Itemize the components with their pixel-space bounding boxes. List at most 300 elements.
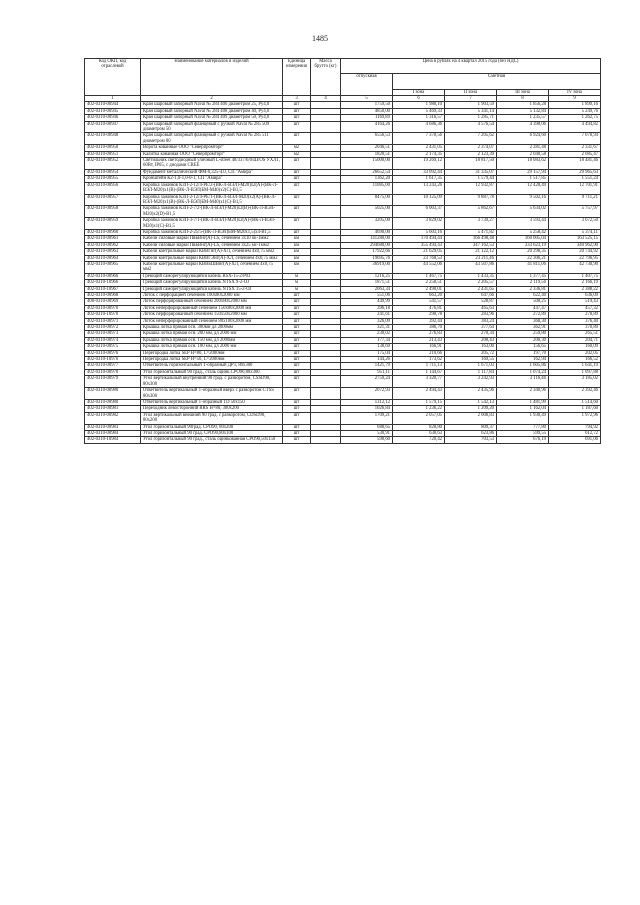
item-unit: км	[283, 261, 311, 273]
item-name: Крышка лотка прямая осн. 100 мм, дл 2000 мм	[141, 344, 283, 350]
zone-1-price: 2 174,35	[393, 151, 445, 157]
zone-3-price: 1 930,49	[497, 412, 549, 424]
item-unit: шт	[283, 133, 311, 145]
item-name: Перегородка лотка SEP Н=80, L=2000мм	[141, 350, 283, 356]
zone-1-price: 476,81	[393, 305, 445, 311]
item-name: Угол вертикальный внутренний 90 град. с разворотом, CSSD90, 80х300	[141, 376, 283, 388]
item-code: 402-0310-00979	[85, 376, 141, 388]
item-code: 402-0310-10984	[85, 437, 141, 443]
header-unit: Единица измерения	[283, 59, 311, 96]
zone-4-price: 202,05	[549, 350, 601, 356]
item-name: Фундамент металлический ФМ-0,325-4.0, СП "Амира"	[141, 169, 283, 175]
item-code: 402-0310-00958	[85, 206, 141, 218]
zone-2-price: 1 671,03	[445, 363, 497, 369]
zone-2-price: 12 932,87	[445, 182, 497, 194]
zone-1-price: 720,42	[393, 437, 445, 443]
release-price: 1026,84	[341, 406, 393, 412]
zone-3-price: 2 119,56	[497, 280, 549, 286]
zone-1-price: 170 494,44	[393, 236, 445, 242]
zone-1-price: 5 469,33	[393, 108, 445, 114]
zone-4-price: 265,51	[549, 331, 601, 337]
column-number: 9	[549, 96, 601, 102]
item-code: 402-0310-00946	[85, 115, 141, 121]
release-price: 449,99	[341, 299, 393, 305]
zone-1-price: 386,70	[393, 325, 445, 331]
item-code: 402-0310-00981	[85, 406, 141, 412]
item-name: Греющий саморегулирующийся кабель NTSX 9-2-OJ	[141, 280, 283, 286]
item-unit: шт	[283, 318, 311, 324]
zone-1-price: 638,63	[393, 430, 445, 436]
zone-4-price: 20 744,92	[549, 249, 601, 255]
zone-3-price: 20 298,35	[497, 249, 549, 255]
item-name: Ответвитель горизонтальный Т-образный ДРТ, 80х300	[141, 363, 283, 369]
zone-2-price: 4 576,54	[445, 121, 497, 133]
item-code: 402-0310-10966	[85, 280, 141, 286]
zone-2-price: 208,43	[445, 337, 497, 343]
zone-2-price: 9 887,78	[445, 194, 497, 206]
item-code: 402-0310-00960	[85, 229, 141, 235]
release-price: 144,26	[341, 357, 393, 363]
item-unit: км	[283, 236, 311, 242]
zone-3-price: 162,94	[497, 357, 549, 363]
zone-2-price: 21 122,12	[445, 249, 497, 255]
zone-2-price: 1 433,35	[445, 273, 497, 279]
zone-1-price: 392,44	[393, 318, 445, 324]
zone-1-price: 276,83	[393, 331, 445, 337]
price-table	[84, 58, 601, 444]
item-name: Ответвитель вертикальный Т-образный вверх с разворотом CTSS 80х300	[141, 388, 283, 400]
item-unit: шт	[283, 363, 311, 369]
zone-4-price: 2 166,19	[549, 280, 601, 286]
item-name: Кронштейн К2-1,0-1,0-0-1, СП "Амира"	[141, 176, 283, 182]
column-number: 8	[497, 96, 549, 102]
item-unit: шт	[283, 115, 311, 121]
item-name: Угол горизонтальный 90град. CPO90, 80х200	[141, 424, 283, 430]
item-name: Лоток перфорированный сечением 200х80х2000 мм	[141, 299, 283, 305]
zone-3-price: 447,47	[497, 305, 549, 311]
zone-3-price: 160 005,04	[497, 236, 549, 242]
zone-3-price: 41 811,06	[497, 261, 549, 273]
item-code: 402-0310-00984	[85, 430, 141, 436]
release-price: 26652,54	[341, 169, 393, 175]
zone-2-price: 2 123,39	[445, 151, 497, 157]
release-price: 530,91	[341, 430, 393, 436]
item-name: Крышка лотка прямая осн. 150 мм, дл 2000мм	[141, 337, 283, 343]
item-mass	[311, 121, 341, 133]
zone-1-price: 7 378,56	[393, 133, 445, 145]
release-price: 230,02	[341, 331, 393, 337]
zone-2-price: 1 542,13	[445, 399, 497, 405]
item-unit: шт	[283, 412, 311, 424]
release-price: 396,18	[341, 305, 393, 311]
item-name: Переходник левосторонний RRS Н=80, 300х200	[141, 406, 283, 412]
zone-2-price: 2 374,07	[445, 145, 497, 151]
release-price: 326,09	[341, 318, 393, 324]
release-price: 598,60	[341, 437, 393, 443]
zone-3-price: 5 258,42	[497, 229, 549, 235]
release-price: 551,06	[341, 293, 393, 299]
release-price: 5025,00	[341, 206, 393, 218]
zone-2-price: 647,66	[445, 293, 497, 299]
zone-3-price: 156,65	[497, 344, 549, 350]
item-code: 402-0310-00971	[85, 318, 141, 324]
zone-2-price: 166 498,48	[445, 236, 497, 242]
item-code: 400-0310-00969	[85, 299, 141, 305]
zone-1-price: 2 494,43	[393, 388, 445, 400]
item-unit: шт	[283, 312, 311, 318]
zone-3-price: 2 040,58	[497, 151, 549, 157]
zone-1-price: 541,57	[393, 299, 445, 305]
item-unit: шт	[283, 299, 311, 305]
release-price: 2072,93	[341, 388, 393, 400]
zone-4-price: 5 757,97	[549, 206, 601, 218]
zone-1-price: 213,43	[393, 337, 445, 343]
item-mass	[311, 437, 341, 443]
zone-2-price: 383,24	[445, 318, 497, 324]
item-unit: шт	[283, 169, 311, 175]
item-code: 402-0310-00948	[85, 133, 141, 145]
zone-1-price: 355 494,43	[393, 242, 445, 248]
item-name: Лоток перфорированный сечением 150х50х2000 мм	[141, 312, 283, 318]
zone-1-price: 3 320,77	[393, 376, 445, 388]
item-code: 402-0310-00964	[85, 255, 141, 261]
zone-4-price: 376,40	[549, 318, 601, 324]
zone-1-price: 1 144,67	[393, 369, 445, 375]
release-price: 17922,66	[341, 249, 393, 255]
zone-2-price: 377,64	[445, 325, 497, 331]
zone-1-price: 2 057,05	[393, 412, 445, 424]
item-code: 402-0310-00983	[85, 424, 141, 430]
item-code: 402-0310-00945	[85, 108, 141, 114]
zone-4-price: 2 392,46	[549, 388, 601, 400]
table-row	[85, 182, 601, 194]
page-number: 1485	[312, 34, 328, 43]
zone-4-price: 29 965,63	[549, 169, 601, 175]
zone-2-price: 1 285,71	[445, 115, 497, 121]
header-zone-4: IV зона	[549, 89, 601, 95]
release-price: 2759,24	[341, 376, 393, 388]
table-body	[85, 102, 601, 443]
item-code: 402-0310-00970	[85, 305, 141, 311]
item-code: 402-0310-00950	[85, 145, 141, 151]
item-name: Лоток с перфорацией сечением 100х80х2000 мм	[141, 293, 283, 299]
zone-3-price: 368,30	[497, 318, 549, 324]
item-code: 402-0310-00972	[85, 325, 141, 331]
zone-2-price: 2 205,57	[445, 280, 497, 286]
item-unit: шт	[283, 437, 311, 443]
zone-2-price: 465,63	[445, 305, 497, 311]
zone-4-price: 163 525,15	[549, 236, 601, 242]
item-code: 402-0310-00980	[85, 399, 141, 405]
release-price: 6556,53	[341, 133, 393, 145]
item-unit: шт	[283, 424, 311, 430]
zone-4-price: 612,72	[549, 430, 601, 436]
release-price: 1312,12	[341, 399, 393, 405]
zone-4-price: 9 711,21	[549, 194, 601, 206]
zone-4-price: 340 962,90	[549, 242, 601, 248]
zone-1-price: 2 258,51	[393, 280, 445, 286]
item-unit: шт	[283, 293, 311, 299]
header-name: Наименование материалов и изделий	[141, 59, 283, 96]
item-unit: км	[283, 242, 311, 248]
zone-3-price: 1 517,85	[497, 176, 549, 182]
item-code: 402-0310-00963	[85, 249, 141, 255]
table-row	[85, 218, 601, 230]
item-code: 402-0310-00965	[85, 261, 141, 273]
release-price: 321,31	[341, 325, 393, 331]
item-unit: шт	[283, 218, 311, 230]
zone-2-price: 347 162,53	[445, 242, 497, 248]
item-code: 402-0310-00977	[85, 363, 141, 369]
zone-1-price: 10 125,09	[393, 194, 445, 206]
zone-4-price: 370,89	[549, 325, 601, 331]
item-name: Угол горизонтальный 90 град., сталь оцинк.CPO90,80х300	[141, 369, 283, 375]
zone-2-price: 1 117,84	[445, 369, 497, 375]
item-code: 402-0310-00962	[85, 242, 141, 248]
release-price: 1169,89	[341, 115, 393, 121]
item-name: Греющий саморегулирующийся кабель NTSX 15-2-OJ	[141, 286, 283, 292]
column-number: 6	[393, 96, 445, 102]
zone-4-price: 1 097,88	[549, 369, 601, 375]
zone-4-price: 166,52	[549, 357, 601, 363]
release-price: 36919,00	[341, 261, 393, 273]
zone-1-price: 1 236,22	[393, 406, 445, 412]
zone-3-price: 197,70	[497, 350, 549, 356]
item-unit: шт	[283, 350, 311, 356]
item-name: Греющий саморегулирующийся кабель RSX-15-2/Р03	[141, 273, 283, 279]
item-name: Угол горизонтальный 90 град. CPO90,80х100	[141, 430, 283, 436]
zone-2-price: 528,87	[445, 299, 497, 305]
item-unit: шт	[283, 229, 311, 235]
release-price: 15000,00	[341, 158, 393, 170]
release-price: 177,34	[341, 337, 393, 343]
zone-1-price: 173,62	[393, 357, 445, 363]
header-zone-1: I зона	[393, 89, 445, 95]
zone-2-price: 1 903,59	[445, 102, 497, 108]
zone-2-price: 7 205,62	[445, 133, 497, 145]
zone-3-price: 272,89	[497, 312, 549, 318]
zone-2-price: 2 008,83	[445, 412, 497, 424]
zone-2-price: 3 739,27	[445, 218, 497, 230]
release-price: 4850,00	[341, 108, 393, 114]
item-name: Крышка лотка прямая осн. 200 мм, дл 2000 мм	[141, 331, 283, 337]
item-unit: м	[283, 273, 311, 279]
item-unit: шт	[283, 102, 311, 108]
release-price: 951,11	[341, 369, 393, 375]
item-mass	[311, 158, 341, 170]
header-price-group: Цена в рублях на 4 квартал 2015 года (без НДС)	[341, 59, 601, 74]
item-name: Коробка зажимов КЗП-2-7/2-(ВК-Л-ВЭЛ)-М20)х2(В)-(ВК-Л-ВЭЛ-М20)х2(D)-В1,5	[141, 206, 283, 218]
item-unit: шт	[283, 331, 311, 337]
zone-1-price: 1 617,35	[393, 176, 445, 182]
item-unit: м	[283, 286, 311, 292]
item-unit: км	[283, 249, 311, 255]
zone-4-price: 1 407,75	[549, 273, 601, 279]
item-name: Кран шаровый запорный Naval № 284 408 диаметром 40, Ру4,0	[141, 108, 283, 114]
zone-3-price: 200,30	[497, 337, 549, 343]
zone-2-price: 5 862,67	[445, 206, 497, 218]
table-row	[85, 133, 601, 145]
zone-1-price: 1 467,75	[393, 273, 445, 279]
item-unit: шт	[283, 206, 311, 218]
header-estimate: Сметная	[393, 74, 601, 90]
item-name: Лоток неперфорированный сечением 150х80х2000 мм	[141, 305, 283, 311]
zone-2-price: 23 211,46	[445, 255, 497, 261]
zone-3-price: 1 605,86	[497, 363, 549, 369]
zone-1-price: 2 490,01	[393, 286, 445, 292]
zone-4-price: 3 672,50	[549, 218, 601, 230]
zone-4-price: 519,43	[549, 299, 601, 305]
zone-2-price: 205,72	[445, 350, 497, 356]
zone-3-price: 1 377,45	[497, 273, 549, 279]
item-name: Кран шаровый запорный Naval № 284 409 диаметром 50, Ру4,0	[141, 115, 283, 121]
zone-3-price: 6 924,60	[497, 133, 549, 145]
zone-3-price: 362,91	[497, 325, 549, 331]
item-name: Ворота кованные ООО "Северпромторг"	[141, 145, 283, 151]
zone-2-price: 1 209,20	[445, 406, 497, 412]
zone-4-price: 794,92	[549, 424, 601, 430]
zone-3-price: 4 398,06	[497, 121, 549, 133]
release-price: 2046,51	[341, 145, 393, 151]
zone-3-price: 622,40	[497, 293, 549, 299]
zone-4-price: 204,71	[549, 337, 601, 343]
item-code: 402-0310-00955	[85, 176, 141, 182]
zone-1-price: 44 552,06	[393, 261, 445, 273]
zone-4-price: 42 730,90	[549, 261, 601, 273]
zone-3-price: 777,80	[497, 424, 549, 430]
item-mass	[311, 206, 341, 218]
release-price: 175,04	[341, 350, 393, 356]
zone-1-price: 21 629,05	[393, 249, 445, 255]
item-code: 402-0310-00952	[85, 158, 141, 170]
item-name: Светильник светодиодный уличный L-street 48/337/6/0/Ш/OS УХЛ1, 60Вт, IP65, с диодами CREE	[141, 158, 283, 170]
header-release: отпускная	[341, 74, 393, 96]
zone-4-price: 1 187,60	[549, 406, 601, 412]
zone-4-price: 1 899,16	[549, 102, 601, 108]
column-number: 2	[141, 96, 283, 102]
item-code: 402-0310-00982	[85, 412, 141, 424]
item-unit: шт	[283, 376, 311, 388]
release-price: 1216,25	[341, 273, 393, 279]
zone-2-price: 2 435,96	[445, 388, 497, 400]
release-price: 241,61	[341, 312, 393, 318]
item-name: Крышка лотка прямая осн. 300мм дл 2000мм	[141, 325, 283, 331]
zone-2-price: 809,37	[445, 424, 497, 430]
release-price: 1362,20	[341, 176, 393, 182]
zone-1-price: 19 269,12	[393, 158, 445, 170]
zone-3-price: 1 074,24	[497, 369, 549, 375]
zone-2-price: 5 341,14	[445, 108, 497, 114]
item-unit: м2	[283, 145, 311, 151]
item-code: 402-0310-00978	[85, 369, 141, 375]
zone-4-price: 1 972,96	[549, 412, 601, 424]
item-code: 402-0310-00944	[85, 102, 141, 108]
zone-2-price: 1 579,44	[445, 176, 497, 182]
column-number: 7	[445, 96, 497, 102]
item-name: Коробка зажимов КЗП-2-12/4-PE/1-(ВК-Л-ВЭЛ-М20)х2(А)-(ВК-Л-ВЭЛ-М20)х1(В)-(ВК-Л-ВЭЛ)БМ-М40)х1(С)-В1,5	[141, 194, 283, 206]
header-zone-2: II зона	[445, 89, 497, 95]
zone-3-price: 3 593,44	[497, 218, 549, 230]
item-code: 402-0310-00974	[85, 337, 141, 343]
release-price: 1820,51	[341, 151, 393, 157]
item-name: Кран шаровый запорный фланцевый с ручкой Naval № 285 511 диаметром 80	[141, 133, 283, 145]
item-code: 402-0310-00956	[85, 182, 141, 194]
item-mass	[311, 388, 341, 400]
zone-1-price: 33 092,44	[393, 169, 445, 175]
release-price: 2063,34	[341, 286, 393, 292]
zone-1-price: 1 579,15	[393, 399, 445, 405]
zone-3-price: 9 502,16	[497, 194, 549, 206]
zone-4-price: 278,89	[549, 312, 601, 318]
item-code: 402-0310-00947	[85, 121, 141, 133]
zone-4-price: 1 641,19	[549, 363, 601, 369]
zone-2-price: 3 242,93	[445, 376, 497, 388]
item-unit: шт	[283, 344, 311, 350]
zone-2-price: 163,00	[445, 344, 497, 350]
zone-3-price: 333 623,19	[497, 242, 549, 248]
column-number: 5	[341, 96, 393, 102]
item-code: 402-0310-10967	[85, 286, 141, 292]
zone-1-price: 828,80	[393, 424, 445, 430]
release-price: 19695,76	[341, 255, 393, 261]
table-row	[85, 261, 601, 273]
zone-2-price: 5 471,82	[445, 229, 497, 235]
item-unit: шт	[283, 399, 311, 405]
item-code: 402-0310-00951	[85, 151, 141, 157]
item-code: 402-0310-00954	[85, 169, 141, 175]
zone-1-price: 6 003,37	[393, 206, 445, 218]
zone-4-price: 18 481,46	[549, 158, 601, 170]
zone-3-price: 1 856,28	[497, 102, 549, 108]
item-unit: шт	[283, 305, 311, 311]
zone-3-price: 12 428,49	[497, 182, 549, 194]
zone-1-price: 1 711,13	[393, 363, 445, 369]
table-row	[85, 388, 601, 400]
release-price: 1759,50	[341, 102, 393, 108]
item-unit: шт	[283, 158, 311, 170]
zone-2-price: 2 431,65	[445, 286, 497, 292]
table-row	[85, 194, 601, 206]
item-unit: шт	[283, 430, 311, 436]
table-row	[85, 158, 601, 170]
zone-1-price: 23 768,53	[393, 255, 445, 261]
zone-4-price: 2 388,22	[549, 286, 601, 292]
zone-3-price: 2 336,81	[497, 286, 549, 292]
zone-1-price: 2 431,05	[393, 145, 445, 151]
item-code: 402-0310-00980	[85, 388, 141, 400]
item-code: 402-0310-00973	[85, 331, 141, 337]
item-name: Лоток неперфорированный сечением 80х100х2000 мм	[141, 318, 283, 324]
zone-2-price: 169,55	[445, 357, 497, 363]
release-price: 138,69	[341, 344, 393, 350]
zone-3-price: 22 306,21	[497, 255, 549, 261]
item-unit: шт	[283, 337, 311, 343]
zone-3-price: 259,80	[497, 331, 549, 337]
table-row	[85, 376, 601, 388]
release-price: 141280,00	[341, 236, 393, 242]
zone-2-price: 270,34	[445, 331, 497, 337]
item-unit: шт	[283, 388, 311, 400]
header-code: Код ОКП, код отраслевой	[85, 59, 141, 96]
zone-1-price: 1 980,10	[393, 102, 445, 108]
zone-4-price: 1 262,75	[549, 115, 601, 121]
zone-3-price: 18 083,62	[497, 158, 549, 170]
item-name: Кабели силовые марки ПвБВнг(А)-LS, сечением 3х25 мс-1мм2	[141, 242, 283, 248]
zone-4-price: 2 331,67	[549, 145, 601, 151]
item-unit: шт	[283, 108, 311, 114]
item-mass	[311, 182, 341, 194]
zone-2-price: 703,53	[445, 437, 497, 443]
